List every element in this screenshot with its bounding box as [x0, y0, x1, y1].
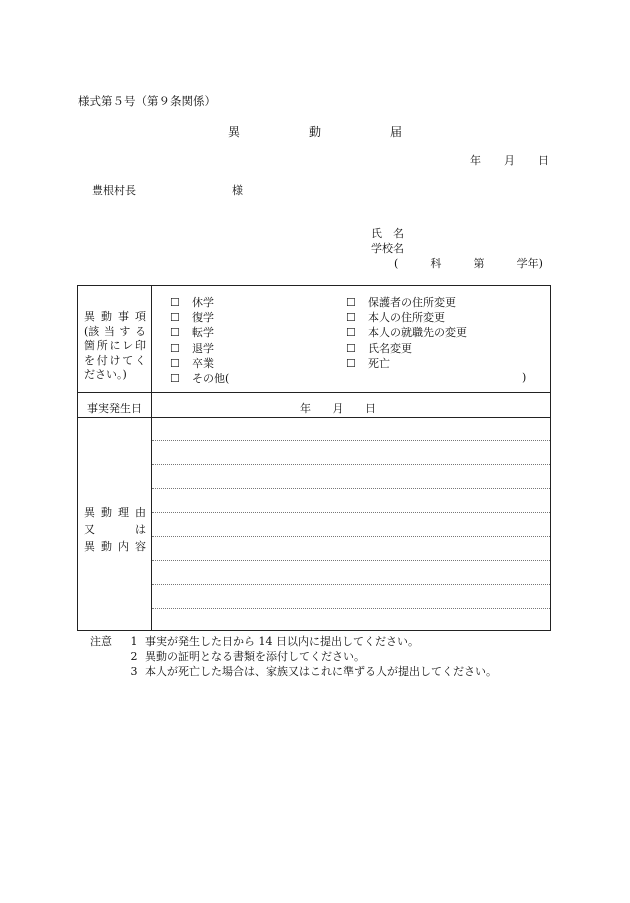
label-char: 動	[101, 310, 112, 323]
option-employer-change[interactable]	[346, 325, 467, 340]
label-char: く	[135, 353, 146, 367]
label-char: 理	[118, 506, 129, 519]
other-close-paren: )	[522, 371, 527, 384]
label-char: は	[135, 523, 146, 536]
option-label: 本人の住所変更	[368, 311, 445, 325]
label-row	[84, 504, 146, 521]
option-label: その他(	[192, 372, 230, 386]
option-graduation[interactable]	[170, 356, 229, 371]
name-char: 名	[393, 227, 404, 240]
note-indent	[90, 664, 123, 679]
option-guardian-address-change[interactable]	[346, 295, 467, 310]
checkbox[interactable]: ☐	[170, 311, 180, 325]
checkbox[interactable]: ☐	[346, 326, 356, 340]
note-row	[90, 649, 497, 664]
label-char: (該	[84, 324, 100, 338]
options-left-column	[170, 295, 229, 386]
option-death[interactable]	[346, 356, 467, 371]
note-number: 3	[130, 665, 138, 678]
year-label: 学年)	[516, 257, 543, 270]
note-indent	[90, 649, 123, 664]
label-char: 異	[84, 540, 95, 553]
label-char: 事	[118, 310, 129, 323]
label-char: 由	[135, 506, 146, 519]
fact-date-label: 事実発生日	[87, 402, 142, 415]
checkbox[interactable]: ☐	[170, 372, 180, 386]
school-name-label: 学校名	[371, 242, 404, 255]
date-year: 年	[470, 154, 481, 167]
option-withdrawal[interactable]	[170, 341, 229, 356]
label-char: さ	[95, 368, 106, 381]
label-char: レ	[122, 339, 134, 352]
label-row	[84, 521, 146, 538]
checkbox[interactable]: ☐	[170, 326, 180, 340]
title-char: 異	[228, 125, 241, 139]
label-char: 異	[84, 310, 95, 323]
option-label: 卒業	[192, 356, 214, 370]
label-row	[84, 368, 146, 383]
label-char: 印	[135, 339, 146, 352]
option-other[interactable]	[170, 371, 229, 386]
checkbox[interactable]: ☐	[346, 356, 356, 370]
label-char: 異	[84, 506, 95, 519]
row-divider	[78, 417, 550, 418]
label-row	[84, 310, 146, 325]
label-char: 付	[96, 353, 108, 367]
reason-writing-line[interactable]	[152, 560, 550, 561]
checkbox[interactable]: ☐	[346, 341, 356, 355]
label-row	[84, 325, 146, 340]
reason-writing-line[interactable]	[152, 512, 550, 513]
label-char: い	[106, 368, 117, 381]
label-char: に	[109, 339, 121, 352]
name-char: 氏	[371, 227, 382, 240]
note-number: 2	[130, 650, 138, 663]
option-name-change[interactable]	[346, 341, 467, 356]
reason-writing-line[interactable]	[152, 536, 550, 537]
note-row	[90, 664, 497, 679]
label-char: 動	[101, 540, 112, 553]
note-row	[90, 634, 497, 649]
label-char: て	[122, 353, 134, 367]
form-table	[77, 285, 551, 631]
year-prefix: 第	[473, 257, 485, 270]
checkbox[interactable]: ☐	[346, 311, 356, 325]
checkbox[interactable]: ☐	[170, 356, 180, 370]
label-char: を	[84, 353, 95, 367]
label-char: だ	[84, 368, 95, 381]
notes	[90, 634, 497, 679]
title-char: 動	[308, 125, 321, 139]
label-char: 所	[96, 339, 108, 352]
fact-day: 日	[365, 402, 376, 415]
fact-date-value[interactable]	[300, 400, 376, 416]
fact-month: 月	[332, 402, 344, 415]
label-char: 当	[103, 324, 115, 338]
label-char: 。)	[117, 368, 127, 381]
reason-writing-line[interactable]	[152, 488, 550, 489]
option-leave-of-absence[interactable]	[170, 295, 229, 310]
label-char: る	[134, 324, 146, 338]
course-year-line	[394, 258, 543, 269]
label-char: け	[109, 353, 121, 367]
form-title	[228, 126, 402, 138]
checkbox[interactable]: ☐	[170, 296, 180, 309]
form-number: 様式第５号（第９条関係）	[78, 94, 216, 108]
checkbox[interactable]: ☐	[170, 341, 180, 355]
notes-heading: 注意	[90, 635, 112, 648]
label-char: 箇	[84, 339, 95, 352]
option-transfer[interactable]	[170, 325, 229, 340]
option-own-address-change[interactable]	[346, 310, 467, 325]
label-row	[84, 339, 146, 354]
note-text: 異動の証明となる書類を添付してください。	[145, 650, 365, 663]
option-label: 退学	[192, 341, 214, 355]
date-month: 月	[504, 154, 515, 167]
date-day: 日	[538, 154, 549, 167]
option-label: 転学	[192, 326, 214, 340]
options-right-column	[346, 295, 467, 371]
applicant-name-label	[371, 228, 404, 239]
label-row	[84, 354, 146, 369]
title-char: 届	[389, 125, 402, 139]
reason-writing-line[interactable]	[152, 584, 550, 585]
option-label: 保護者の住所変更	[368, 296, 456, 309]
note-text: 本人が死亡した場合は、家族又はこれに準ずる人が提出してください。	[145, 665, 497, 678]
reason-label	[84, 504, 146, 555]
label-char: 動	[101, 506, 112, 519]
course-label: 科	[430, 257, 442, 270]
label-char: す	[119, 324, 131, 338]
column-divider	[151, 286, 152, 630]
addressee-suffix: 様	[232, 184, 243, 197]
checkbox[interactable]: ☐	[346, 296, 356, 309]
option-label: 復学	[192, 311, 214, 325]
option-label: 本人の就職先の変更	[368, 326, 467, 340]
row-divider	[78, 392, 550, 393]
fact-year: 年	[300, 402, 311, 415]
option-label: 休学	[192, 296, 214, 309]
submission-date	[470, 155, 549, 166]
reason-writing-line[interactable]	[152, 464, 550, 465]
label-char: 項	[135, 310, 146, 323]
addressee: 豊根村長	[92, 184, 136, 197]
paren-open: (	[394, 257, 399, 270]
reason-writing-line[interactable]	[152, 608, 550, 609]
label-char: 又	[84, 523, 95, 536]
change-items-label	[84, 310, 146, 383]
option-label: 死亡	[368, 356, 390, 370]
label-char: 内	[118, 540, 129, 553]
label-char: 容	[135, 540, 146, 553]
note-text: 事実が発生した日から 14 日以内に提出してください。	[145, 635, 419, 648]
reason-writing-line[interactable]	[152, 440, 550, 441]
label-row	[84, 538, 146, 555]
note-number: 1	[130, 635, 138, 648]
option-return-to-school[interactable]	[170, 310, 229, 325]
option-label: 氏名変更	[368, 341, 412, 355]
